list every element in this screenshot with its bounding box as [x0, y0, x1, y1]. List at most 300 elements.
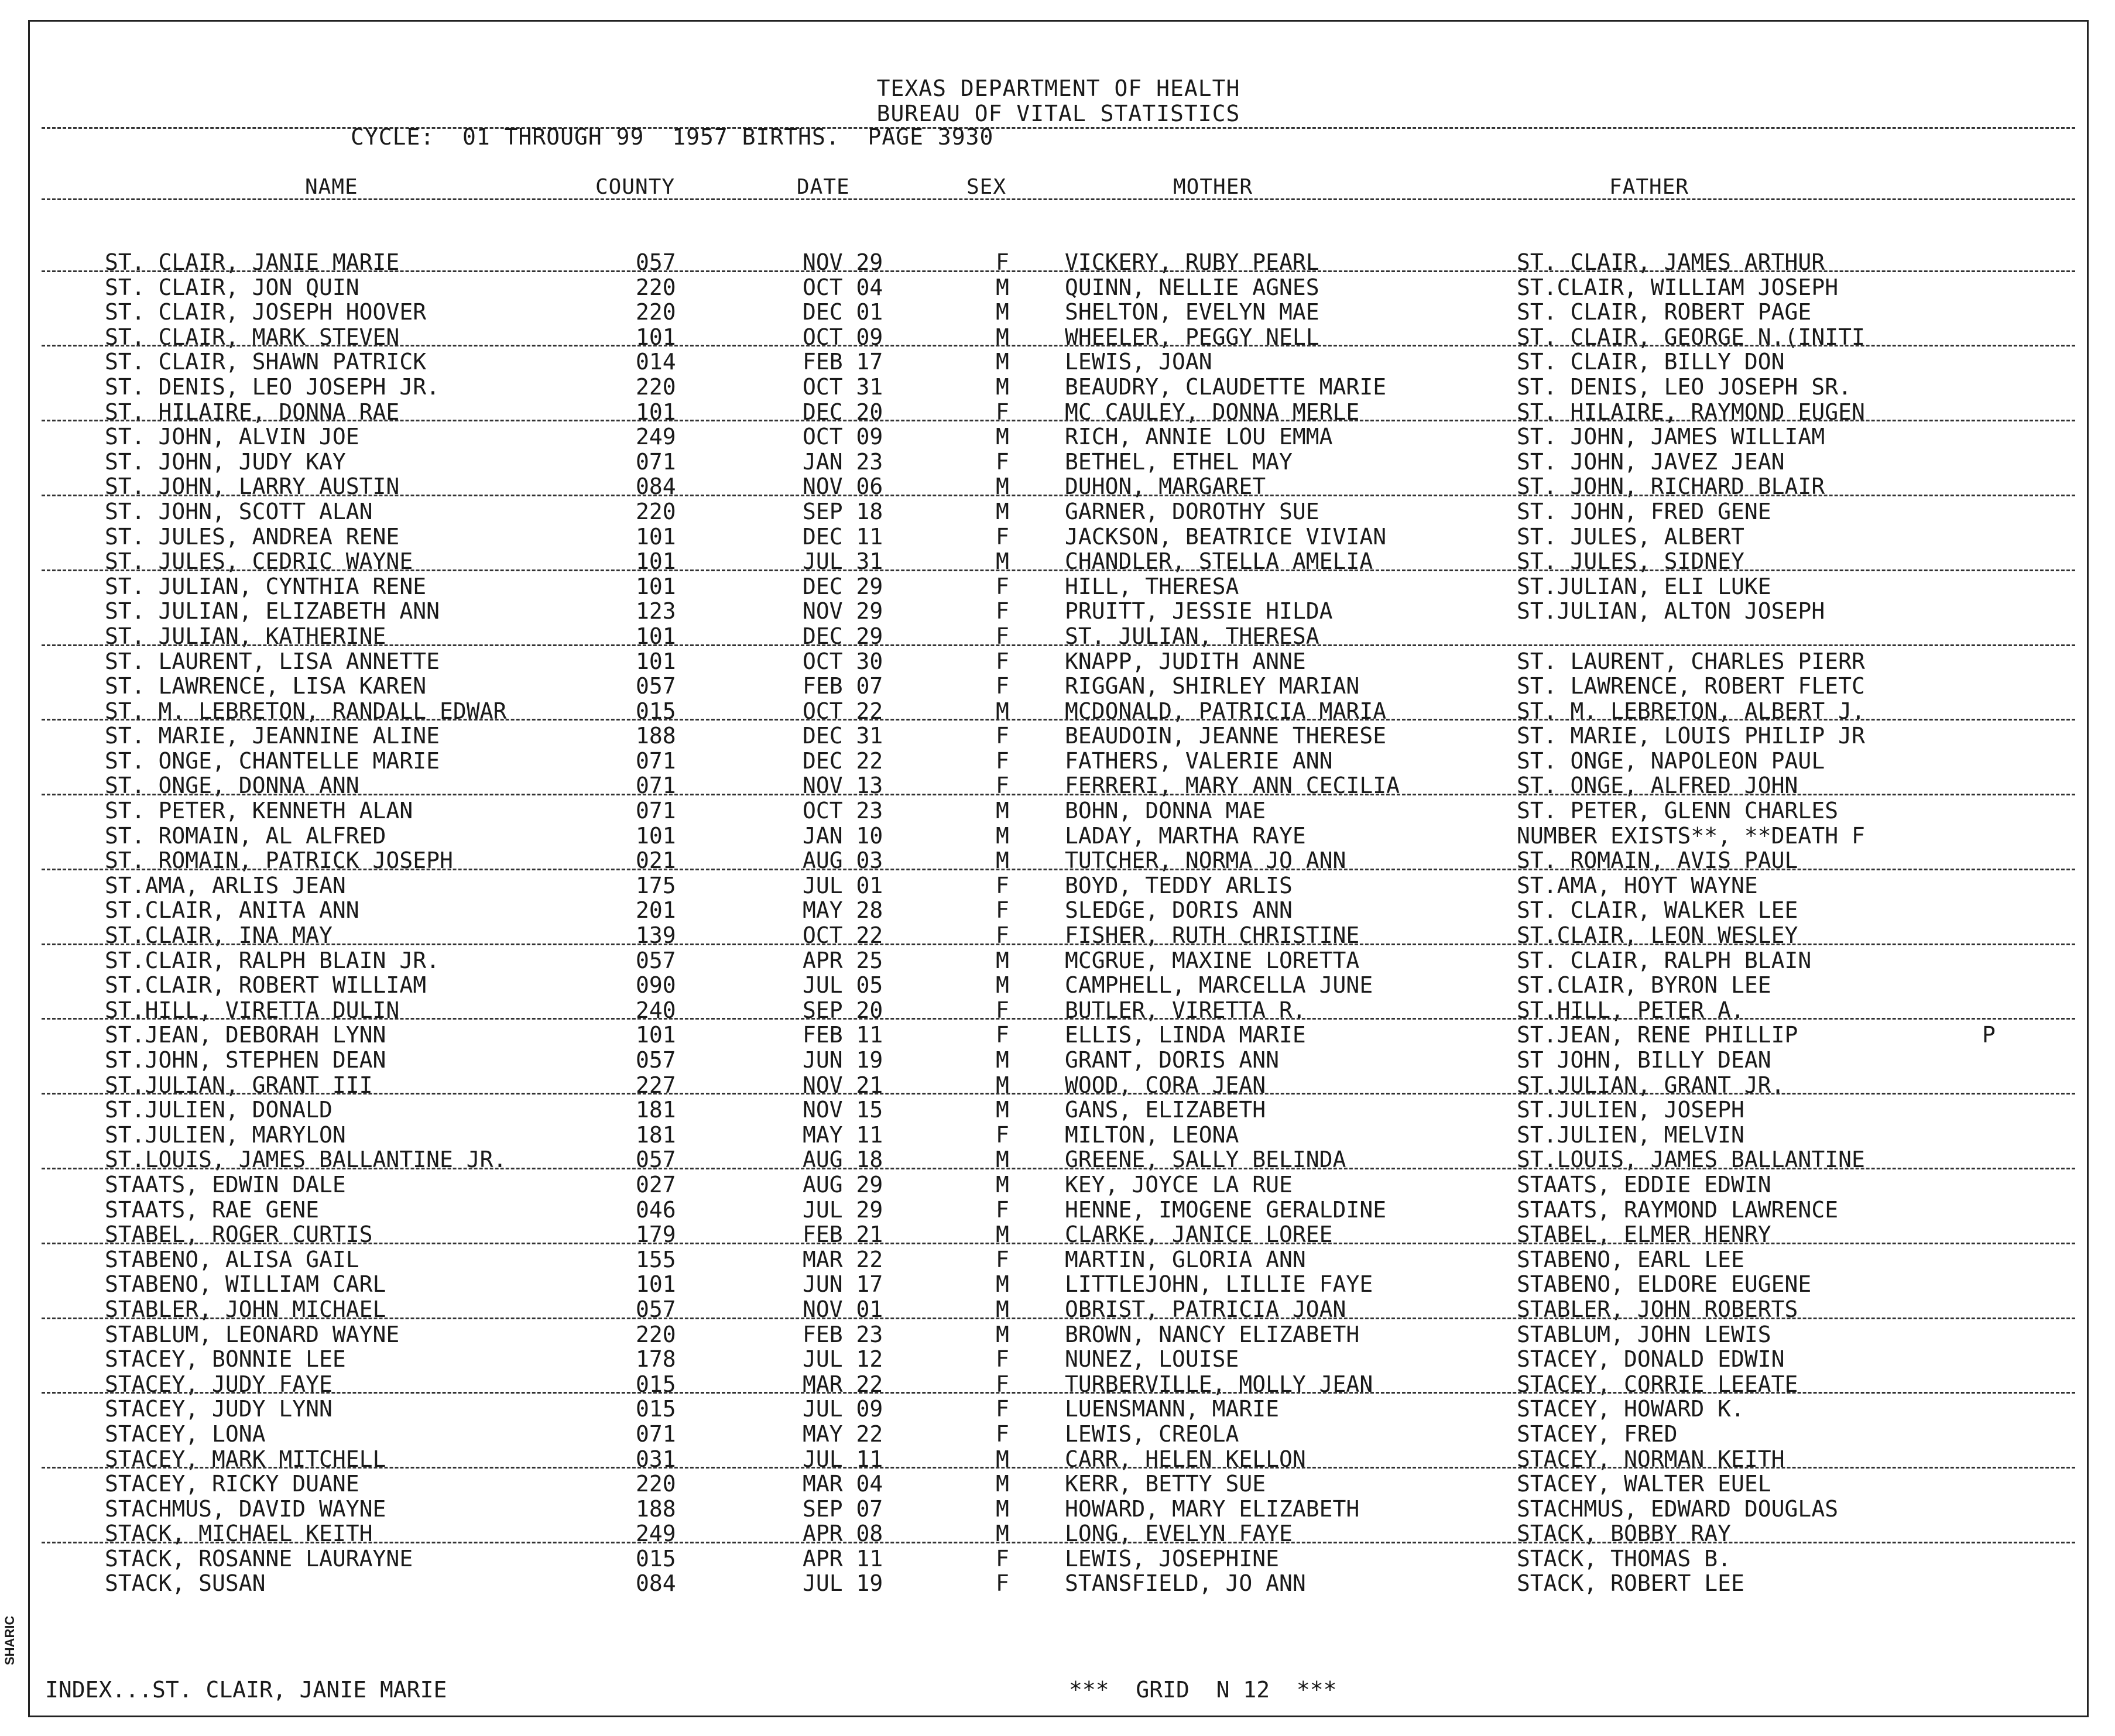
record-father: STACEY, FRED — [1517, 1421, 1678, 1447]
record-name: STACEY, MARK MITCHELL — [105, 1446, 386, 1472]
record-date: DEC 22 — [803, 747, 883, 774]
record-father: ST. JOHN, RICHARD BLAIR — [1517, 474, 1825, 500]
record-father: STACK, BOBBY RAY — [1517, 1521, 1732, 1547]
record-name: STACK, SUSAN — [105, 1570, 266, 1597]
record-county: 084 — [636, 1570, 676, 1597]
record-row — [30, 1073, 2087, 1098]
record-sex: M — [996, 947, 1009, 973]
record-mother: QUINN, NELLIE AGNES — [1065, 274, 1319, 300]
record-date: SEP 18 — [803, 498, 883, 524]
record-date: JUL 01 — [803, 872, 883, 898]
record-row — [30, 1397, 2087, 1422]
record-date: JUL 11 — [803, 1446, 883, 1472]
record-sex: M — [996, 1495, 1009, 1522]
record-sex: F — [996, 922, 1009, 949]
index-footer: INDEX...ST. CLAIR, JANIE MARIE — [45, 1677, 447, 1703]
record-name: STABLUM, LEONARD WAYNE — [105, 1321, 400, 1347]
column-header-name: NAME — [305, 175, 358, 199]
record-county: 057 — [636, 1296, 676, 1322]
record-sex: F — [996, 1121, 1009, 1148]
record-county: 175 — [636, 872, 676, 898]
record-name: ST. CLAIR, JOSEPH HOOVER — [105, 299, 427, 325]
record-name: ST. CLAIR, JANIE MARIE — [105, 249, 400, 275]
record-row — [30, 1247, 2087, 1272]
record-row — [30, 375, 2087, 400]
record-mother: HOWARD, MARY ELIZABETH — [1065, 1495, 1360, 1522]
record-mother: KEY, JOYCE LA RUE — [1065, 1171, 1293, 1198]
record-county: 071 — [636, 747, 676, 774]
record-mother: JACKSON, BEATRICE VIVIAN — [1065, 523, 1387, 550]
grid-footer: *** GRID N 12 *** — [1069, 1677, 1337, 1703]
record-mother: STANSFIELD, JO ANN — [1065, 1570, 1306, 1597]
record-date: MAR 04 — [803, 1471, 883, 1497]
record-mother: FERRERI, MARY ANN CECILIA — [1065, 773, 1400, 799]
record-county: 021 — [636, 848, 676, 874]
record-row — [30, 474, 2087, 499]
record-row — [30, 699, 2087, 724]
record-county: 071 — [636, 448, 676, 475]
record-name: ST.JEAN, DEBORAH LYNN — [105, 1022, 386, 1048]
record-county: 179 — [636, 1222, 676, 1248]
record-father: STACK, THOMAS B. — [1517, 1545, 1732, 1572]
record-mother: GARNER, DOROTHY SUE — [1065, 498, 1319, 524]
record-father: ST. ONGE, NAPOLEON PAUL — [1517, 747, 1825, 774]
record-mother: MC CAULEY, DONNA MERLE — [1065, 399, 1360, 425]
record-date: DEC 29 — [803, 573, 883, 599]
record-mother: LITTLEJOHN, LILLIE FAYE — [1065, 1271, 1373, 1298]
record-county: 071 — [636, 1421, 676, 1447]
record-sex: F — [996, 1570, 1009, 1597]
record-date: MAR 22 — [803, 1371, 883, 1397]
record-father: STACEY, HOWARD K. — [1517, 1396, 1744, 1422]
record-date: OCT 31 — [803, 373, 883, 400]
record-row — [30, 1521, 2087, 1546]
record-father: ST.CLAIR, WILLIAM JOSEPH — [1517, 274, 1839, 300]
record-sex: F — [996, 1346, 1009, 1373]
record-father: STABEL, ELMER HENRY — [1517, 1222, 1771, 1248]
record-county: 101 — [636, 324, 676, 350]
record-name: ST. JOHN, JUDY KAY — [105, 448, 346, 475]
record-row — [30, 973, 2087, 998]
record-name: STACK, MICHAEL KEITH — [105, 1521, 373, 1547]
record-date: OCT 22 — [803, 698, 883, 724]
record-sex: F — [996, 648, 1009, 674]
record-county: 178 — [636, 1346, 676, 1373]
record-row — [30, 848, 2087, 873]
record-name: ST.CLAIR, ROBERT WILLIAM — [105, 972, 427, 999]
record-name: STACEY, JUDY FAYE — [105, 1371, 332, 1397]
record-row — [30, 649, 2087, 674]
record-row — [30, 574, 2087, 599]
record-date: OCT 23 — [803, 798, 883, 824]
record-row — [30, 824, 2087, 849]
record-row — [30, 798, 2087, 824]
record-sex: M — [996, 848, 1009, 874]
record-date: JAN 23 — [803, 448, 883, 475]
record-date: JUL 05 — [803, 972, 883, 999]
record-mother: CLARKE, JANICE LOREE — [1065, 1222, 1333, 1248]
record-name: ST. HILAIRE, DONNA RAE — [105, 399, 400, 425]
record-name: STACK, ROSANNE LAURAYNE — [105, 1545, 413, 1572]
record-row — [30, 1272, 2087, 1297]
record-sex: M — [996, 1296, 1009, 1322]
header-divider — [42, 127, 2075, 129]
record-mother: BEAUDRY, CLAUDETTE MARIE — [1065, 373, 1387, 400]
record-mother: FATHERS, VALERIE ANN — [1065, 747, 1333, 774]
record-name: ST.AMA, ARLIS JEAN — [105, 872, 346, 898]
bureau-title: BUREAU OF VITAL STATISTICS — [876, 101, 1240, 126]
record-name: ST.JULIAN, GRANT III — [105, 1072, 373, 1098]
record-row — [30, 450, 2087, 475]
record-sex: F — [996, 448, 1009, 475]
record-sex: F — [996, 399, 1009, 425]
record-county: 015 — [636, 1396, 676, 1422]
record-name: ST.JULIEN, MARYLON — [105, 1121, 346, 1148]
record-mother: LADAY, MARTHA RAYE — [1065, 822, 1306, 849]
record-date: OCT 09 — [803, 424, 883, 450]
record-county: 090 — [636, 972, 676, 999]
record-mother: KERR, BETTY SUE — [1065, 1471, 1266, 1497]
record-county: 027 — [636, 1171, 676, 1198]
record-sex: M — [996, 274, 1009, 300]
record-date: JUL 19 — [803, 1570, 883, 1597]
record-name: ST. CLAIR, SHAWN PATRICK — [105, 349, 427, 375]
record-county: 155 — [636, 1246, 676, 1272]
record-name: ST.LOUIS, JAMES BALLANTINE JR. — [105, 1147, 507, 1173]
record-father: ST.LOUIS, JAMES BALLANTINE — [1517, 1147, 1865, 1173]
record-father: NUMBER EXISTS**, **DEATH F — [1517, 822, 1865, 849]
record-name: ST. LAWRENCE, LISA KAREN — [105, 673, 427, 699]
record-name: STABLER, JOHN MICHAEL — [105, 1296, 386, 1322]
record-sex: M — [996, 1072, 1009, 1098]
record-name: STACEY, RICKY DUANE — [105, 1471, 359, 1497]
record-row — [30, 524, 2087, 550]
record-row — [30, 1571, 2087, 1596]
record-name: ST. ROMAIN, PATRICK JOSEPH — [105, 848, 453, 874]
record-name: ST.CLAIR, RALPH BLAIN JR. — [105, 947, 440, 973]
record-name: ST. ONGE, CHANTELLE MARIE — [105, 747, 440, 774]
record-date: OCT 22 — [803, 922, 883, 949]
record-county: 123 — [636, 598, 676, 625]
record-sex: F — [996, 1196, 1009, 1223]
record-sex: M — [996, 1047, 1009, 1073]
record-county: 220 — [636, 1321, 676, 1347]
record-county: 181 — [636, 1097, 676, 1123]
record-county: 015 — [636, 1545, 676, 1572]
record-mother: BOHN, DONNA MAE — [1065, 798, 1266, 824]
record-date: OCT 04 — [803, 274, 883, 300]
record-name: ST. JULIAN, ELIZABETH ANN — [105, 598, 440, 625]
record-date: FEB 17 — [803, 349, 883, 375]
record-name: ST. MARIE, JEANNINE ALINE — [105, 723, 440, 749]
record-row — [30, 1048, 2087, 1073]
record-sex: M — [996, 299, 1009, 325]
record-mother: GANS, ELIZABETH — [1065, 1097, 1266, 1123]
record-sex: F — [996, 747, 1009, 774]
record-name: ST. JULES, CEDRIC WAYNE — [105, 548, 413, 575]
record-father: ST.JULIAN, ALTON JOSEPH — [1517, 598, 1825, 625]
record-row — [30, 898, 2087, 923]
record-row — [30, 349, 2087, 375]
record-county: 101 — [636, 1271, 676, 1298]
record-row — [30, 1546, 2087, 1572]
record-mother: HENNE, IMOGENE GERALDINE — [1065, 1196, 1387, 1223]
record-row — [30, 325, 2087, 350]
record-sex: F — [996, 723, 1009, 749]
record-row — [30, 275, 2087, 300]
record-sex: F — [996, 897, 1009, 924]
record-sex: M — [996, 349, 1009, 375]
record-mother: TURBERVILLE, MOLLY JEAN — [1065, 1371, 1373, 1397]
record-date: JAN 10 — [803, 822, 883, 849]
record-name: ST. CLAIR, JON QUIN — [105, 274, 359, 300]
record-date: DEC 11 — [803, 523, 883, 550]
record-sex: M — [996, 1271, 1009, 1298]
record-row — [30, 624, 2087, 649]
record-row — [30, 873, 2087, 898]
record-county: 249 — [636, 1521, 676, 1547]
record-father: ST. CLAIR, BILLY DON — [1517, 349, 1785, 375]
record-father: ST. LAURENT, CHARLES PIERR — [1517, 648, 1865, 674]
record-row — [30, 499, 2087, 524]
record-sex: M — [996, 1147, 1009, 1173]
record-father: ST.JULIEN, JOSEPH — [1517, 1097, 1744, 1123]
record-date: AUG 03 — [803, 848, 883, 874]
record-father: STAATS, RAYMOND LAWRENCE — [1517, 1196, 1839, 1223]
record-sex: F — [996, 997, 1009, 1023]
record-county: 240 — [636, 997, 676, 1023]
record-sex: F — [996, 1022, 1009, 1048]
record-date: NOV 13 — [803, 773, 883, 799]
record-father: ST.CLAIR, LEON WESLEY — [1517, 922, 1798, 949]
record-row — [30, 1147, 2087, 1172]
record-date: JUL 29 — [803, 1196, 883, 1223]
record-sex: F — [996, 623, 1009, 649]
record-county: 057 — [636, 249, 676, 275]
record-county: 101 — [636, 648, 676, 674]
record-sex: M — [996, 1171, 1009, 1198]
record-sex: M — [996, 972, 1009, 999]
record-sex: F — [996, 1246, 1009, 1272]
record-sex: M — [996, 698, 1009, 724]
record-row — [30, 1372, 2087, 1397]
record-mother: CAMPHELL, MARCELLA JUNE — [1065, 972, 1373, 999]
column-header-county: COUNTY — [595, 175, 676, 199]
record-date: APR 25 — [803, 947, 883, 973]
record-mother: CHANDLER, STELLA AMELIA — [1065, 548, 1373, 575]
record-sex: M — [996, 373, 1009, 400]
record-mother: LEWIS, JOSEPHINE — [1065, 1545, 1280, 1572]
record-row — [30, 923, 2087, 948]
record-name: STACHMUS, DAVID WAYNE — [105, 1495, 386, 1522]
record-sex: F — [996, 1371, 1009, 1397]
record-father: ST.JEAN, RENE PHILLIP — [1517, 1022, 1798, 1048]
record-father: ST. CLAIR, RALPH BLAIN — [1517, 947, 1812, 973]
record-county: 057 — [636, 947, 676, 973]
record-date: AUG 18 — [803, 1147, 883, 1173]
record-row — [30, 599, 2087, 624]
record-father: ST. CLAIR, WALKER LEE — [1517, 897, 1798, 924]
record-name: ST. CLAIR, MARK STEVEN — [105, 324, 400, 350]
record-father: STAATS, EDDIE EDWIN — [1517, 1171, 1771, 1198]
record-row — [30, 300, 2087, 325]
record-name: ST. ROMAIN, AL ALFRED — [105, 822, 386, 849]
record-father: ST. JULES, ALBERT — [1517, 523, 1744, 550]
record-date: APR 11 — [803, 1545, 883, 1572]
record-row — [30, 1172, 2087, 1198]
record-father: STACK, ROBERT LEE — [1517, 1570, 1744, 1597]
side-mark: SHARIC — [2, 1615, 17, 1665]
record-name: ST.CLAIR, ANITA ANN — [105, 897, 359, 924]
record-county: 101 — [636, 548, 676, 575]
record-mother: KNAPP, JUDITH ANNE — [1065, 648, 1306, 674]
record-name: ST. JOHN, LARRY AUSTIN — [105, 474, 400, 500]
record-row — [30, 1322, 2087, 1347]
record-county: 188 — [636, 723, 676, 749]
record-mother: OBRIST, PATRICIA JOAN — [1065, 1296, 1346, 1322]
record-name: ST.JULIEN, DONALD — [105, 1097, 332, 1123]
record-sex: M — [996, 1446, 1009, 1472]
record-father: STABENO, EARL LEE — [1517, 1246, 1744, 1272]
record-mother: PRUITT, JESSIE HILDA — [1065, 598, 1333, 625]
record-date: DEC 01 — [803, 299, 883, 325]
record-name: ST. ONGE, DONNA ANN — [105, 773, 359, 799]
record-sex: F — [996, 773, 1009, 799]
record-father: ST.JULIEN, MELVIN — [1517, 1121, 1744, 1148]
record-row — [30, 1222, 2087, 1247]
records-list — [30, 250, 2087, 1596]
record-county: 071 — [636, 773, 676, 799]
record-row — [30, 400, 2087, 425]
record-note: P — [1982, 1022, 1996, 1048]
record-name: ST. JOHN, SCOTT ALAN — [105, 498, 373, 524]
record-date: NOV 06 — [803, 474, 883, 500]
record-father: ST. M. LEBRETON, ALBERT J. — [1517, 698, 1865, 724]
document-page — [28, 20, 2089, 1717]
record-mother: BEAUDOIN, JEANNE THERESE — [1065, 723, 1387, 749]
record-row — [30, 1447, 2087, 1472]
record-sex: M — [996, 1321, 1009, 1347]
record-name: ST. DENIS, LEO JOSEPH JR. — [105, 373, 440, 400]
record-father: ST. LAWRENCE, ROBERT FLETC — [1517, 673, 1865, 699]
record-father: ST. ONGE, ALFRED JOHN — [1517, 773, 1798, 799]
record-mother: ST. JULIAN, THERESA — [1065, 623, 1319, 649]
record-county: 220 — [636, 299, 676, 325]
record-father: STACEY, NORMAN KEITH — [1517, 1446, 1785, 1472]
record-sex: F — [996, 598, 1009, 625]
record-date: FEB 07 — [803, 673, 883, 699]
record-sex: F — [996, 1396, 1009, 1422]
record-mother: MCGRUE, MAXINE LORETTA — [1065, 947, 1360, 973]
record-date: MAY 28 — [803, 897, 883, 924]
record-county: 057 — [636, 673, 676, 699]
record-county: 084 — [636, 474, 676, 500]
record-sex: F — [996, 673, 1009, 699]
record-mother: VICKERY, RUBY PEARL — [1065, 249, 1319, 275]
record-father: STACEY, WALTER EUEL — [1517, 1471, 1771, 1497]
record-father: STACEY, CORRIE LEEATE — [1517, 1371, 1798, 1397]
record-mother: ELLIS, LINDA MARIE — [1065, 1022, 1306, 1048]
record-county: 015 — [636, 698, 676, 724]
record-row — [30, 1023, 2087, 1048]
record-sex: M — [996, 424, 1009, 450]
record-sex: M — [996, 324, 1009, 350]
record-date: MAY 11 — [803, 1121, 883, 1148]
record-name: STACEY, BONNIE LEE — [105, 1346, 346, 1373]
record-name: ST. M. LEBRETON, RANDALL EDWAR — [105, 698, 507, 724]
cycle-line: CYCLE: 01 THROUGH 99 1957 BIRTHS. PAGE 3930 — [351, 124, 994, 150]
record-county: 057 — [636, 1147, 676, 1173]
record-mother: HILL, THERESA — [1065, 573, 1239, 599]
record-name: STABENO, WILLIAM CARL — [105, 1271, 386, 1298]
record-county: 220 — [636, 274, 676, 300]
record-date: DEC 31 — [803, 723, 883, 749]
record-name: ST.JOHN, STEPHEN DEAN — [105, 1047, 386, 1073]
record-mother: SLEDGE, DORIS ANN — [1065, 897, 1293, 924]
record-date: NOV 29 — [803, 249, 883, 275]
record-mother: SHELTON, EVELYN MAE — [1065, 299, 1319, 325]
record-row — [30, 773, 2087, 798]
record-name: STAATS, EDWIN DALE — [105, 1171, 346, 1198]
record-row — [30, 1471, 2087, 1497]
record-sex: M — [996, 498, 1009, 524]
record-father: ST. ROMAIN, AVIS PAUL — [1517, 848, 1798, 874]
record-mother: CARR, HELEN KELLON — [1065, 1446, 1306, 1472]
record-sex: M — [996, 1471, 1009, 1497]
record-name: ST.HILL, VIRETTA DULIN — [105, 997, 400, 1023]
record-county: 031 — [636, 1446, 676, 1472]
record-county: 201 — [636, 897, 676, 924]
record-county: 220 — [636, 1471, 676, 1497]
record-sex: M — [996, 1097, 1009, 1123]
record-mother: FISHER, RUTH CHRISTINE — [1065, 922, 1360, 949]
record-row — [30, 1347, 2087, 1372]
record-sex: M — [996, 798, 1009, 824]
record-name: ST. LAURENT, LISA ANNETTE — [105, 648, 440, 674]
record-date: JUL 31 — [803, 548, 883, 575]
record-county: 188 — [636, 1495, 676, 1522]
record-father: STABLUM, JOHN LEWIS — [1517, 1321, 1771, 1347]
record-date: DEC 20 — [803, 399, 883, 425]
record-date: SEP 20 — [803, 997, 883, 1023]
record-date: JUL 12 — [803, 1346, 883, 1373]
record-county: 057 — [636, 1047, 676, 1073]
record-father: STABENO, ELDORE EUGENE — [1517, 1271, 1812, 1298]
column-header-father: FATHER — [1609, 175, 1689, 199]
record-father: ST. JULES, SIDNEY — [1517, 548, 1744, 575]
column-header-sex: SEX — [966, 175, 1007, 199]
column-header-date: DATE — [797, 175, 850, 199]
record-row — [30, 674, 2087, 699]
record-date: AUG 29 — [803, 1171, 883, 1198]
record-row — [30, 948, 2087, 973]
record-mother: TUTCHER, NORMA JO ANN — [1065, 848, 1346, 874]
record-father: STACEY, DONALD EDWIN — [1517, 1346, 1785, 1373]
record-father: ST.JULIAN, ELI LUKE — [1517, 573, 1771, 599]
record-sex: M — [996, 822, 1009, 849]
record-date: JUL 09 — [803, 1396, 883, 1422]
record-father: ST. JOHN, JAVEZ JEAN — [1517, 448, 1785, 475]
record-father: STABLER, JOHN ROBERTS — [1517, 1296, 1798, 1322]
record-row — [30, 1123, 2087, 1148]
record-sex: M — [996, 1222, 1009, 1248]
record-date: OCT 30 — [803, 648, 883, 674]
record-mother: GRANT, DORIS ANN — [1065, 1047, 1280, 1073]
record-name: ST. JULIAN, KATHERINE — [105, 623, 386, 649]
record-sex: F — [996, 249, 1009, 275]
record-date: MAR 22 — [803, 1246, 883, 1272]
record-date: NOV 21 — [803, 1072, 883, 1098]
